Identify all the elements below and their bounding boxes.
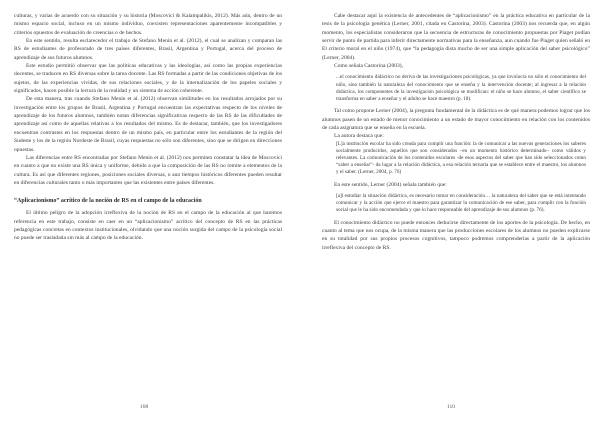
right-paragraph-3: Tal como propone Lerner (2004), la pregunta fundamental de la didáctica es de qué manera podemos lograr que los alumnos pasen de un estado de menor conocimiento a un estado de mayor conocimiento en relación con los contenidos de cada asignatura que se enseña en la escuela. [322,108,590,131]
page-number-left: 108 [140,404,149,410]
right-page [322,12,590,252]
left-paragraph-1: culturas, y varias de acuerdo con su situación y su historia (Moscovici & Kalampalikis, 2012). Más aún, dentro de un mismo espacio social, incluso en un mismo individuo, coexisten representaciones aparentemente incompatibles y criterios opuestos de evaluación de creencias o de hechos. [14,13,282,36]
right-paragraph-1: Cabe destacar aquí la existencia de antecedentes de “aplicacionismo” en la práctica educativa en particular de la tesis de la psicología genética (Lerner, 2001, citada en Castorina, 2003). Castorina (2003) nos recuerda que, en algún momento, los especialistas consideraron que la secuencia de estructuras de conocimiento propuestas por Piaget podían servir de punto de partida para inferir directamente normativas para la enseñanza, aun cuando fue Piaget quien señaló en El criterio moral en el niño (1974), que “la pedagogía dista mucho de ser una simple aplicación del saber psicológico” (Lerner, 2004). [322,13,590,61]
block-quote-1: ...el conocimiento didáctico no deriva de las investigaciones psicológicas, ya que involucra no sólo el conocimiento del niño, sino también la naturaleza del conocimiento que se enseña y la intervención docente; al ingresar a la relación didáctica, los componentes de la investigación psicológica se modifican: el niño se hace alumno, el saber científico se transforma en saber a enseñar y el adulto se hace maestro (p. 18). [336,74,586,103]
right-paragraph-2: Como señala Castorina (2003), [334,63,404,70]
left-paragraph-4: De esta manera, tras cuando Stefano Menin et al. (2012) observan similitudes en los resultados arrojados por su investigación entre los grupos de Brasil, Argentina y Portugal encuentran las expectativas respecto de los niveles de aprendizaje de los futuros alumnos, también notan diferencias significativas respecto de las RS de las dificultades de aprendizaje así como de aquellas relativas a los resultados del mismo. Es de destacar, también, que los investigadores encuentran contrastes en los respuestas dentro de un mismo país, en particular entre los estudiantes de la región del Sudeste y los de la región Nordeste de Brasil, cuyas respuestas no sólo son diferentes, sino que se dirigen en direcciones opuestas. [14,96,282,153]
left-paragraph-3: Este estudio permitió observar que las políticas educativas y las ideologías, así como las propias experiencias docentes, se traducen en RS diversas sobre la tarea docente. Las RS formadas a partir de las condiciones objetivas de los sujetos, de las experiencias vividas, de sus relaciones sociales, y de la internalización de los papeles sociales y significados, hacen posible la lectura de la realidad y un sistema de acción coherente. [14,63,282,95]
block-quote-3: [a]l estudiar la situación didáctica, es necesario tomar en consideración… la naturaleza del saber que se está intentando comunicar y la acción que ejerce el maestro para garantizar la comunicación de ese saber, para cumplir con la función social que le ha sido encomendada y que lo hace responsable del aprendizaje de sus alumnos (p. 76). [336,192,586,214]
right-paragraph-5: En este sentido, Lerner (2004) señala también que: [334,181,447,188]
page-number-right: 110 [447,404,456,410]
section-heading: “Aplicacionismo” acrítico de la noción de RS en el campo de la educación [14,198,202,205]
left-paragraph-5: Las diferencias entre RS encontradas por Stefano Menin et al. (2012) nos permiten constatar la idea de Moscovici en cuanto a que no existe una RS única y uniforme, debido a que la composición de las RS no remite a elementos de la cultura. Es así que diferentes regiones, posiciones sociales diversas, o aun tiempos históricos diferentes pueden resultar en diferencias culturales tanto o más importantes que las existentes entre países diferentes. [14,154,282,186]
block-quote-2: [L]a institución escolar ha sido creada para cumplir una función: la de comunicar a las nuevas generaciones los saberes socialmente producidos, aquellos que son considerados –en un momento histórico determinado– como válidos y relevantes. La comunicación de los contenidos escolares -de esos aspectos del saber que han sido seleccionados como “saber a enseñar”- da lugar a la relación didáctica, a esa relación ternaria que se establece entre el maestro, los alumnos y el saber. (Lerner, 2004, p. 76) [336,140,586,176]
left-paragraph-2: En este sentido, resulta esclarecedor el trabajo de Stefano Menin et al. (2012), el cual se analizan y comparan las RS de estudiantes de profesorado de tres países diferentes, Brasil, Argentina y Portugal, acerca del proceso de aprendizaje de sus futuros alumnos. [14,38,282,61]
left-page [14,12,282,243]
left-paragraph-6: El último peligro de la adopción irreflexiva de la noción de RS en el campo de la educación al que haremos referencia en este trabajo, consiste en caer en un “aplicacionismo” acrítico del concepto de RS en las prácticas pedagógicas concretas en contextos institucionales, olvidando que una noción surgida del campo de la psicología social no puede ser trasladada sin más al campo de la educación. [14,210,282,242]
right-paragraph-6: El conocimiento didáctico no puede entonces deducirse directamente de los aportes de la psicología. De hecho, en cuanto al tema que nos ocupa, de la misma manera que las producciones escolares de los alumnos no pueden explicarse en su totalidad por sus propios procesos cognitivos, tampoco podremos comprenderlas a partir de la aplicación irreflexiva del concepto de RS. [322,219,590,251]
right-paragraph-4: La autora destaca que: [334,133,384,140]
